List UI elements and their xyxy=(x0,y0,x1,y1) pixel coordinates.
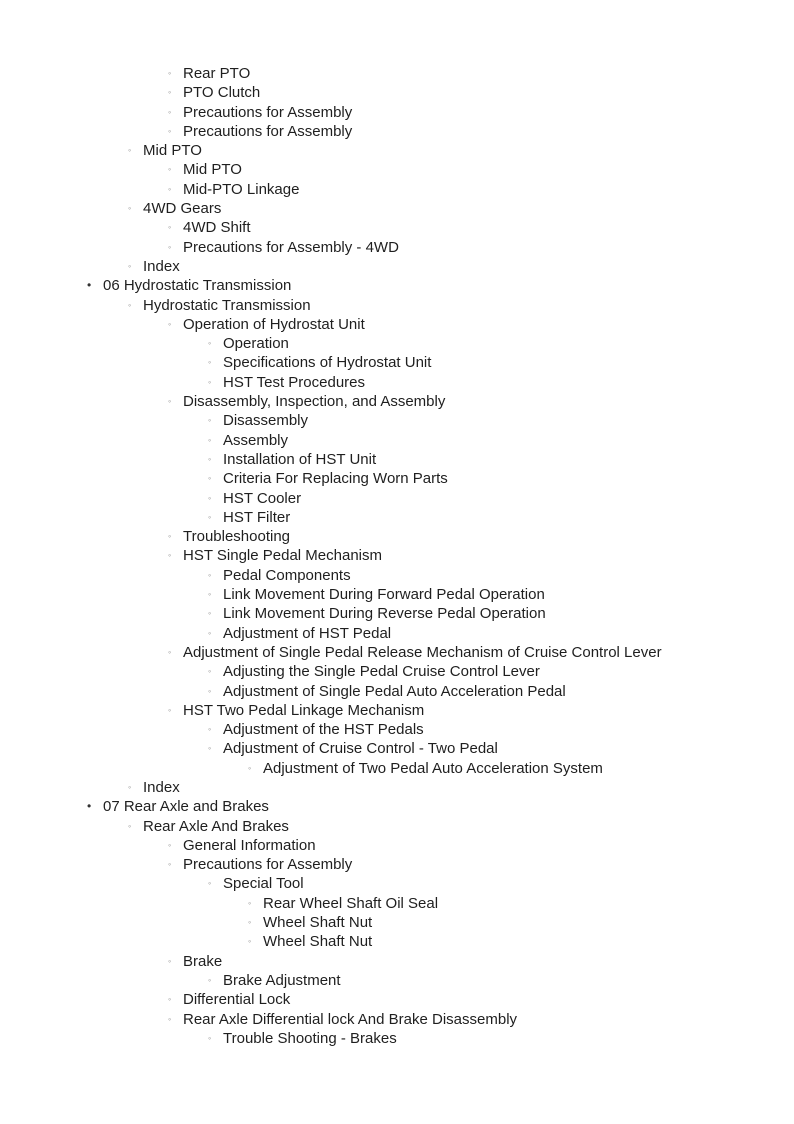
toc-item[interactable] xyxy=(0,817,794,836)
toc-item-label[interactable]: Adjustment of the HST Pedals xyxy=(223,721,424,739)
toc-item-label[interactable]: Troubleshooting xyxy=(183,528,291,546)
toc-item-label[interactable]: Index xyxy=(143,778,180,796)
toc-item[interactable] xyxy=(0,585,794,604)
toc-item-label[interactable]: 4WD Shift xyxy=(183,219,251,237)
toc-item-label[interactable]: Installation of HST Unit xyxy=(223,450,377,468)
toc-item[interactable] xyxy=(0,662,794,681)
toc-item[interactable] xyxy=(0,64,794,83)
toc-item[interactable] xyxy=(0,855,794,874)
toc-item[interactable] xyxy=(0,643,794,662)
toc-item[interactable] xyxy=(0,759,794,778)
toc-item-label[interactable]: PTO Clutch xyxy=(183,84,261,102)
toc-item[interactable] xyxy=(0,489,794,508)
toc-item[interactable] xyxy=(0,971,794,990)
hollow-bullet-icon: ◦ xyxy=(208,453,212,464)
toc-item-label[interactable]: Differential Lock xyxy=(183,991,291,1009)
toc-item-label[interactable]: Operation of Hydrostat Unit xyxy=(183,315,365,333)
hollow-bullet-icon: ◦ xyxy=(208,666,212,677)
toc-item-label[interactable]: Precautions for Assembly - 4WD xyxy=(183,238,399,256)
toc-item-label[interactable]: Brake Adjustment xyxy=(223,971,341,989)
toc-item-label[interactable]: 06 Hydrostatic Transmission xyxy=(103,277,292,295)
hollow-bullet-icon: ◦ xyxy=(208,589,212,600)
toc-item-label[interactable]: Rear Axle Differential lock And Brake Disassembly xyxy=(183,1010,518,1028)
toc-item[interactable] xyxy=(0,932,794,951)
toc-item[interactable] xyxy=(0,392,794,411)
toc-item-label[interactable]: Adjustment of Single Pedal Auto Acceleration Pedal xyxy=(223,682,566,700)
toc-item[interactable] xyxy=(0,508,794,527)
toc-item[interactable] xyxy=(0,218,794,237)
toc-item[interactable] xyxy=(0,257,794,276)
hollow-bullet-icon: ◦ xyxy=(248,897,252,908)
toc-item-label[interactable]: Adjustment of Single Pedal Release Mechanism of Cruise Control Lever xyxy=(183,643,662,661)
toc-item[interactable] xyxy=(0,276,794,295)
toc-item-label[interactable]: Adjustment of Cruise Control - Two Pedal xyxy=(223,740,498,758)
hollow-bullet-icon: ◦ xyxy=(168,531,172,542)
hollow-bullet-icon: ◦ xyxy=(168,68,172,78)
toc-item-label[interactable]: HST Cooler xyxy=(223,489,302,507)
hollow-bullet-icon: ◦ xyxy=(208,1032,212,1043)
hollow-bullet-icon: ◦ xyxy=(168,222,172,233)
toc-item[interactable] xyxy=(0,682,794,701)
bullet-icon: • xyxy=(87,799,92,814)
toc-item-label[interactable]: Wheel Shaft Nut xyxy=(263,914,373,932)
toc-item-label[interactable]: Index xyxy=(143,257,180,275)
toc-item[interactable] xyxy=(0,913,794,932)
toc-item[interactable] xyxy=(0,334,794,353)
toc-item-label[interactable]: Disassembly xyxy=(223,412,309,430)
toc-item-label[interactable]: Adjusting the Single Pedal Cruise Control Lever xyxy=(223,663,540,681)
toc-item[interactable] xyxy=(0,546,794,565)
toc-item-label[interactable]: Wheel Shaft Nut xyxy=(263,933,373,951)
hollow-bullet-icon: ◦ xyxy=(128,781,132,792)
hollow-bullet-icon: ◦ xyxy=(128,203,132,214)
toc-item[interactable] xyxy=(0,122,794,141)
toc-item[interactable] xyxy=(0,469,794,488)
toc-item-label[interactable]: Brake xyxy=(183,952,223,970)
toc-item-label[interactable]: Pedal Components xyxy=(223,566,351,584)
toc-item-label[interactable]: HST Filter xyxy=(223,508,291,526)
hollow-bullet-icon: ◦ xyxy=(168,87,172,98)
hollow-bullet-icon: ◦ xyxy=(168,550,172,561)
toc-item[interactable] xyxy=(0,450,794,469)
toc-item-label[interactable]: Hydrostatic Transmission xyxy=(143,296,311,314)
toc-item-label[interactable]: General Information xyxy=(183,836,316,854)
toc-item-label[interactable]: Special Tool xyxy=(223,875,304,893)
toc-item-label[interactable]: Disassembly, Inspection, and Assembly xyxy=(183,393,446,411)
toc-item[interactable] xyxy=(0,431,794,450)
hollow-bullet-icon: ◦ xyxy=(168,396,172,407)
hollow-bullet-icon: ◦ xyxy=(208,376,212,387)
hollow-bullet-icon: ◦ xyxy=(208,724,212,735)
toc-item-label[interactable]: Adjustment of HST Pedal xyxy=(223,624,392,642)
toc-item-label[interactable]: Rear PTO xyxy=(183,65,251,82)
toc-item[interactable] xyxy=(0,566,794,585)
toc-item[interactable] xyxy=(0,141,794,160)
toc-item[interactable] xyxy=(0,778,794,797)
toc-item[interactable] xyxy=(0,160,794,179)
hollow-bullet-icon: ◦ xyxy=(128,820,132,831)
hollow-bullet-icon: ◦ xyxy=(208,434,212,445)
toc-item[interactable] xyxy=(0,952,794,971)
toc-item-label[interactable]: 07 Rear Axle and Brakes xyxy=(103,798,269,816)
hollow-bullet-icon: ◦ xyxy=(208,569,212,580)
hollow-bullet-icon: ◦ xyxy=(168,241,172,252)
bullet-icon: • xyxy=(87,278,92,293)
hollow-bullet-icon: ◦ xyxy=(168,106,172,117)
toc-item[interactable] xyxy=(0,797,794,816)
toc-item[interactable] xyxy=(0,624,794,643)
toc-item[interactable] xyxy=(0,527,794,546)
toc-item-label[interactable]: Operation xyxy=(223,335,289,353)
table-of-contents xyxy=(0,64,794,1048)
toc-item-label[interactable]: Mid PTO xyxy=(143,142,202,160)
toc-item[interactable] xyxy=(0,739,794,758)
hollow-bullet-icon: ◦ xyxy=(168,318,172,329)
hollow-bullet-icon: ◦ xyxy=(168,955,172,966)
hollow-bullet-icon: ◦ xyxy=(208,492,212,503)
hollow-bullet-icon: ◦ xyxy=(168,839,172,850)
toc-item-label[interactable]: Trouble Shooting - Brakes xyxy=(223,1029,397,1047)
toc-item-label[interactable]: Rear Wheel Shaft Oil Seal xyxy=(263,894,439,912)
toc-item[interactable] xyxy=(0,296,794,315)
hollow-bullet-icon: ◦ xyxy=(168,994,172,1005)
hollow-bullet-icon: ◦ xyxy=(168,704,172,715)
toc-item-label[interactable]: Precautions for Assembly xyxy=(183,122,353,140)
hollow-bullet-icon: ◦ xyxy=(208,338,212,349)
toc-item[interactable] xyxy=(0,1010,794,1029)
hollow-bullet-icon: ◦ xyxy=(208,685,212,696)
toc-item[interactable] xyxy=(0,990,794,1009)
toc-item[interactable] xyxy=(0,353,794,372)
toc-item-label[interactable]: 4WD Gears xyxy=(143,200,222,218)
toc-item[interactable] xyxy=(0,315,794,334)
toc-item-label[interactable]: Precautions for Assembly xyxy=(183,856,353,874)
toc-item[interactable] xyxy=(0,604,794,623)
toc-item-label[interactable]: HST Single Pedal Mechanism xyxy=(183,547,382,565)
hollow-bullet-icon: ◦ xyxy=(208,743,212,754)
hollow-bullet-icon: ◦ xyxy=(168,1013,172,1024)
toc-item[interactable] xyxy=(0,1029,794,1048)
toc-item-label[interactable]: Specifications of Hydrostat Unit xyxy=(223,354,432,372)
hollow-bullet-icon: ◦ xyxy=(208,357,212,368)
toc-item[interactable] xyxy=(0,701,794,720)
toc-item-label[interactable]: Precautions for Assembly xyxy=(183,103,353,121)
toc-item[interactable] xyxy=(0,894,794,913)
toc-item[interactable] xyxy=(0,83,794,102)
toc-item[interactable] xyxy=(0,836,794,855)
hollow-bullet-icon: ◦ xyxy=(208,511,212,522)
toc-item-label[interactable]: HST Test Procedures xyxy=(223,373,366,391)
toc-item-label[interactable]: Rear Axle And Brakes xyxy=(143,817,289,835)
toc-item[interactable] xyxy=(0,720,794,739)
toc-item[interactable] xyxy=(0,874,794,893)
hollow-bullet-icon: ◦ xyxy=(168,125,172,136)
toc-item-label[interactable]: HST Two Pedal Linkage Mechanism xyxy=(183,701,425,719)
hollow-bullet-icon: ◦ xyxy=(208,415,212,426)
hollow-bullet-icon: ◦ xyxy=(208,878,212,889)
toc-item[interactable] xyxy=(0,180,794,199)
toc-item[interactable] xyxy=(0,103,794,122)
toc-item[interactable] xyxy=(0,411,794,430)
toc-item[interactable] xyxy=(0,199,794,218)
hollow-bullet-icon: ◦ xyxy=(208,627,212,638)
toc-item[interactable] xyxy=(0,373,794,392)
hollow-bullet-icon: ◦ xyxy=(248,917,252,928)
hollow-bullet-icon: ◦ xyxy=(208,608,212,619)
hollow-bullet-icon: ◦ xyxy=(248,936,252,947)
toc-item-label[interactable]: Mid PTO xyxy=(183,161,242,179)
toc-item-label[interactable]: Link Movement During Forward Pedal Operation xyxy=(223,586,545,604)
hollow-bullet-icon: ◦ xyxy=(168,859,172,870)
hollow-bullet-icon: ◦ xyxy=(168,164,172,175)
hollow-bullet-icon: ◦ xyxy=(128,260,132,271)
hollow-bullet-icon: ◦ xyxy=(128,145,132,156)
toc-item-label[interactable]: Criteria For Replacing Worn Parts xyxy=(223,470,448,488)
hollow-bullet-icon: ◦ xyxy=(248,762,252,773)
hollow-bullet-icon: ◦ xyxy=(168,183,172,194)
toc-item-label[interactable]: Mid-PTO Linkage xyxy=(183,180,300,198)
hollow-bullet-icon: ◦ xyxy=(168,646,172,657)
hollow-bullet-icon: ◦ xyxy=(128,299,132,310)
toc-item-label[interactable]: Link Movement During Reverse Pedal Operation xyxy=(223,605,546,623)
toc-item[interactable] xyxy=(0,238,794,257)
hollow-bullet-icon: ◦ xyxy=(208,473,212,484)
hollow-bullet-icon: ◦ xyxy=(208,974,212,985)
toc-item-label[interactable]: Adjustment of Two Pedal Auto Acceleration System xyxy=(263,759,603,777)
toc-item-label[interactable]: Assembly xyxy=(223,431,289,449)
